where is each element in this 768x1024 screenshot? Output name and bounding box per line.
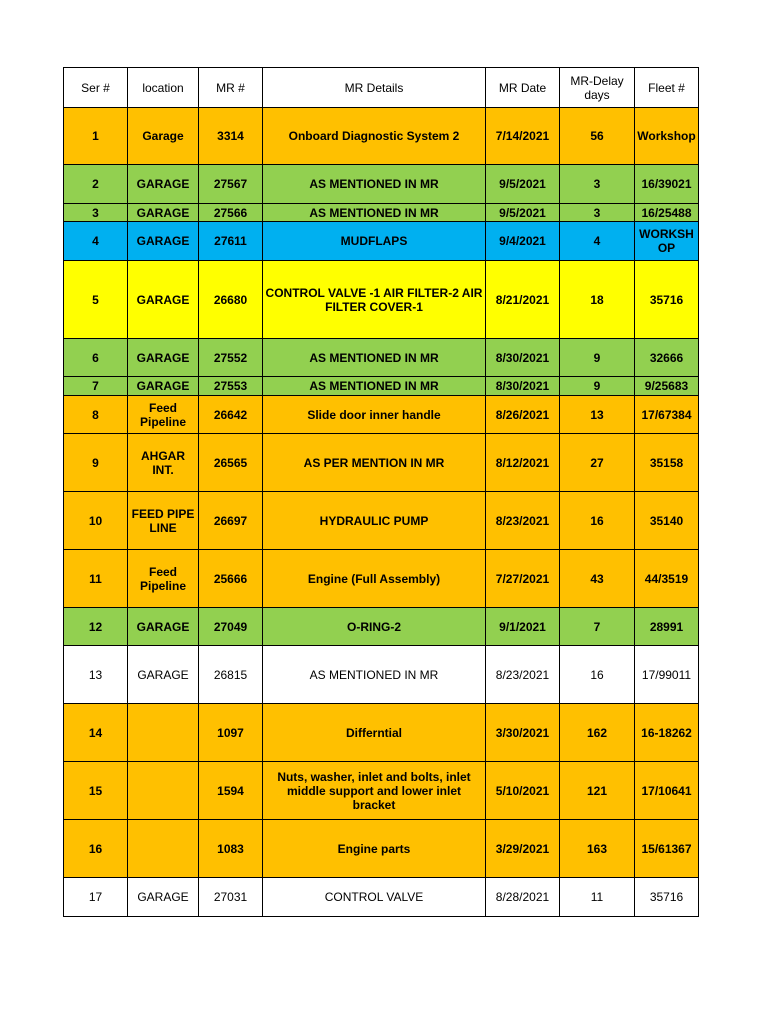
cell-location	[128, 762, 199, 820]
table-row	[64, 608, 699, 646]
cell-mr-details: HYDRAULIC PUMP	[263, 492, 486, 550]
cell-mr-date: 8/23/2021	[486, 492, 560, 550]
header-ser: Ser #	[64, 68, 128, 108]
cell-mr-delay-days: 9	[560, 339, 635, 377]
cell-mr-number: 26815	[199, 646, 263, 704]
cell-mr-details: O-RING-2	[263, 608, 486, 646]
cell-mr-number: 25666	[199, 550, 263, 608]
cell-mr-date: 9/4/2021	[486, 222, 560, 261]
table-row	[64, 550, 699, 608]
table-body	[64, 108, 699, 917]
cell-fleet: 17/99011	[635, 646, 699, 704]
cell-mr-date: 3/30/2021	[486, 704, 560, 762]
cell-mr-details: AS MENTIONED IN MR	[263, 204, 486, 222]
cell-location: Feed Pipeline	[128, 550, 199, 608]
cell-mr-number: 27049	[199, 608, 263, 646]
cell-location: GARAGE	[128, 377, 199, 396]
cell-mr-number: 27553	[199, 377, 263, 396]
cell-mr-date: 9/1/2021	[486, 608, 560, 646]
cell-location: GARAGE	[128, 204, 199, 222]
cell-mr-details: CONTROL VALVE	[263, 878, 486, 917]
cell-mr-number: 26565	[199, 434, 263, 492]
table-row	[64, 108, 699, 165]
cell-mr-details: CONTROL VALVE -1 AIR FILTER-2 AIR FILTER COVER-1	[263, 261, 486, 339]
cell-mr-date: 8/23/2021	[486, 646, 560, 704]
cell-location	[128, 820, 199, 878]
table-row	[64, 646, 699, 704]
cell-fleet: 17/10641	[635, 762, 699, 820]
cell-fleet: 16/39021	[635, 165, 699, 204]
cell-ser: 6	[64, 339, 128, 377]
cell-fleet: 15/61367	[635, 820, 699, 878]
cell-mr-delay-days: 4	[560, 222, 635, 261]
table-row	[64, 261, 699, 339]
cell-mr-delay-days: 3	[560, 165, 635, 204]
cell-mr-date: 8/21/2021	[486, 261, 560, 339]
cell-mr-details: Onboard Diagnostic System 2	[263, 108, 486, 165]
cell-mr-delay-days: 121	[560, 762, 635, 820]
header-mr-delay-days: MR-Delay days	[560, 68, 635, 108]
cell-mr-number: 27567	[199, 165, 263, 204]
cell-location: GARAGE	[128, 646, 199, 704]
cell-location: AHGAR INT.	[128, 434, 199, 492]
cell-fleet: 17/67384	[635, 396, 699, 434]
header-fleet: Fleet #	[635, 68, 699, 108]
cell-fleet: 35140	[635, 492, 699, 550]
header-mr-details: MR Details	[263, 68, 486, 108]
table-row	[64, 222, 699, 261]
table-row	[64, 492, 699, 550]
table-row	[64, 434, 699, 492]
cell-mr-delay-days: 56	[560, 108, 635, 165]
cell-fleet: Workshop	[635, 108, 699, 165]
cell-mr-date: 9/5/2021	[486, 165, 560, 204]
cell-mr-details: Engine parts	[263, 820, 486, 878]
cell-fleet: 44/3519	[635, 550, 699, 608]
table-row	[64, 339, 699, 377]
cell-fleet: WORKSHOP	[635, 222, 699, 261]
cell-fleet: 35158	[635, 434, 699, 492]
cell-mr-date: 5/10/2021	[486, 762, 560, 820]
table-row	[64, 165, 699, 204]
cell-fleet: 35716	[635, 261, 699, 339]
header-mr-number: MR #	[199, 68, 263, 108]
cell-fleet: 35716	[635, 878, 699, 917]
cell-ser: 10	[64, 492, 128, 550]
cell-mr-number: 27566	[199, 204, 263, 222]
cell-ser: 14	[64, 704, 128, 762]
header-mr-date: MR Date	[486, 68, 560, 108]
cell-mr-date: 8/28/2021	[486, 878, 560, 917]
cell-location	[128, 704, 199, 762]
cell-mr-date: 8/30/2021	[486, 377, 560, 396]
cell-ser: 12	[64, 608, 128, 646]
cell-mr-date: 8/12/2021	[486, 434, 560, 492]
cell-mr-date: 8/26/2021	[486, 396, 560, 434]
cell-location: FEED PIPE LINE	[128, 492, 199, 550]
cell-mr-number: 1097	[199, 704, 263, 762]
cell-mr-number: 27552	[199, 339, 263, 377]
cell-mr-delay-days: 162	[560, 704, 635, 762]
header-location: location	[128, 68, 199, 108]
cell-mr-delay-days: 27	[560, 434, 635, 492]
cell-mr-details: Engine (Full Assembly)	[263, 550, 486, 608]
cell-mr-delay-days: 43	[560, 550, 635, 608]
cell-fleet: 28991	[635, 608, 699, 646]
table-row	[64, 878, 699, 917]
cell-location: Garage	[128, 108, 199, 165]
table-row	[64, 762, 699, 820]
cell-mr-details: Differntial	[263, 704, 486, 762]
cell-mr-number: 1594	[199, 762, 263, 820]
cell-ser: 4	[64, 222, 128, 261]
cell-mr-number: 26697	[199, 492, 263, 550]
table-row	[64, 396, 699, 434]
cell-mr-number: 27611	[199, 222, 263, 261]
cell-ser: 5	[64, 261, 128, 339]
cell-fleet: 32666	[635, 339, 699, 377]
cell-mr-date: 7/14/2021	[486, 108, 560, 165]
cell-mr-delay-days: 163	[560, 820, 635, 878]
cell-mr-date: 8/30/2021	[486, 339, 560, 377]
cell-mr-number: 26642	[199, 396, 263, 434]
cell-mr-details: MUDFLAPS	[263, 222, 486, 261]
cell-fleet: 9/25683	[635, 377, 699, 396]
cell-ser: 11	[64, 550, 128, 608]
cell-ser: 15	[64, 762, 128, 820]
table-row	[64, 377, 699, 396]
cell-ser: 7	[64, 377, 128, 396]
cell-ser: 1	[64, 108, 128, 165]
table-row	[64, 704, 699, 762]
cell-ser: 2	[64, 165, 128, 204]
cell-mr-number: 27031	[199, 878, 263, 917]
mr-delay-table	[63, 67, 699, 917]
cell-mr-delay-days: 11	[560, 878, 635, 917]
cell-ser: 3	[64, 204, 128, 222]
cell-mr-number: 26680	[199, 261, 263, 339]
cell-mr-details: Slide door inner handle	[263, 396, 486, 434]
cell-ser: 13	[64, 646, 128, 704]
cell-mr-number: 1083	[199, 820, 263, 878]
cell-mr-details: AS MENTIONED IN MR	[263, 339, 486, 377]
cell-mr-delay-days: 16	[560, 646, 635, 704]
cell-location: GARAGE	[128, 339, 199, 377]
cell-fleet: 16-18262	[635, 704, 699, 762]
cell-ser: 8	[64, 396, 128, 434]
cell-location: GARAGE	[128, 878, 199, 917]
cell-location: Feed Pipeline	[128, 396, 199, 434]
cell-mr-number: 3314	[199, 108, 263, 165]
cell-ser: 16	[64, 820, 128, 878]
cell-mr-delay-days: 13	[560, 396, 635, 434]
cell-location: GARAGE	[128, 222, 199, 261]
cell-mr-delay-days: 16	[560, 492, 635, 550]
cell-mr-details: Nuts, washer, inlet and bolts, inlet middle support and lower inlet bracket	[263, 762, 486, 820]
cell-mr-date: 7/27/2021	[486, 550, 560, 608]
cell-mr-details: AS MENTIONED IN MR	[263, 646, 486, 704]
cell-mr-delay-days: 3	[560, 204, 635, 222]
cell-mr-delay-days: 9	[560, 377, 635, 396]
header-row	[64, 68, 699, 108]
cell-mr-date: 3/29/2021	[486, 820, 560, 878]
cell-mr-details: AS MENTIONED IN MR	[263, 377, 486, 396]
table-row	[64, 204, 699, 222]
cell-mr-date: 9/5/2021	[486, 204, 560, 222]
table-row	[64, 820, 699, 878]
cell-mr-delay-days: 18	[560, 261, 635, 339]
cell-mr-details: AS MENTIONED IN MR	[263, 165, 486, 204]
cell-location: GARAGE	[128, 261, 199, 339]
cell-location: GARAGE	[128, 608, 199, 646]
cell-mr-details: AS PER MENTION IN MR	[263, 434, 486, 492]
cell-fleet: 16/25488	[635, 204, 699, 222]
cell-mr-delay-days: 7	[560, 608, 635, 646]
cell-ser: 17	[64, 878, 128, 917]
cell-location: GARAGE	[128, 165, 199, 204]
cell-ser: 9	[64, 434, 128, 492]
